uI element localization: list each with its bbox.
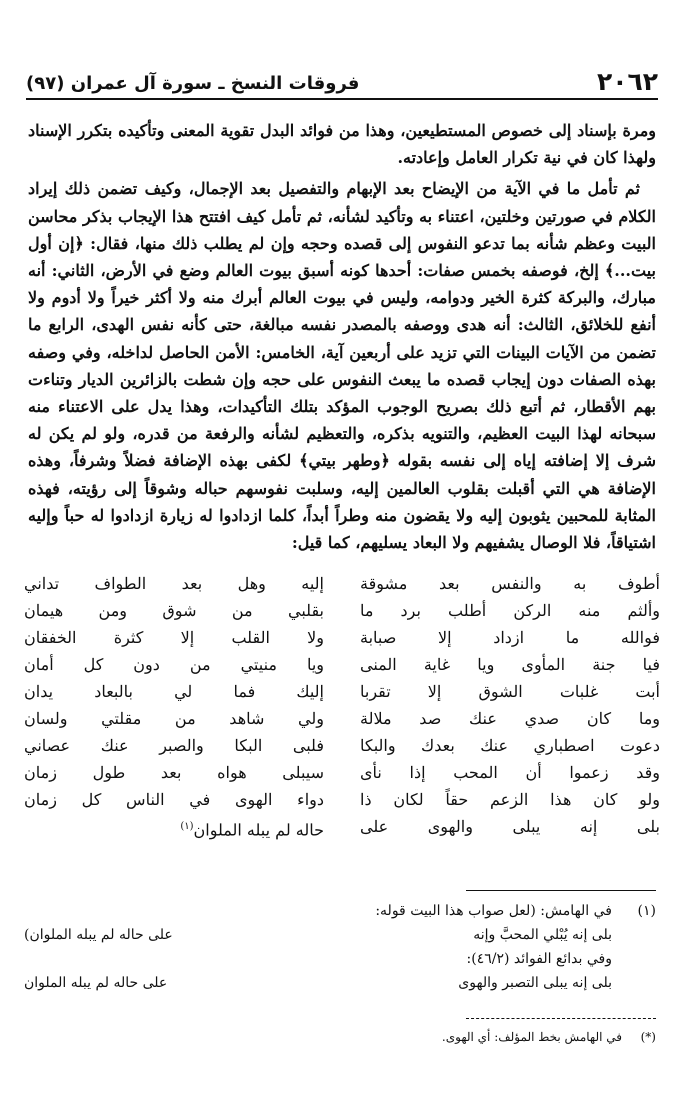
footnote-reference: (١) [180, 821, 194, 832]
poem [24, 570, 660, 860]
poem-verse-first: وقد زعموا أن المحب إذا نأى [360, 763, 660, 782]
poem-verse-first: بلى إنه يبلى والهوى على [360, 817, 660, 836]
text-line: ﴿إن أول بيت...﴾ إلخ، فوصفه بخمس صفات: أحدها كونه أسبق بيوت العالم وضع في [28, 233, 656, 281]
footnote-verse-first: بلى إنه يُبْلي المحبَّ وإنه [473, 927, 612, 943]
poem-verse-second: بقلبي من شوق ومن هيمان [24, 601, 324, 620]
text-line: حباله وشوقاً إلى رؤيته، فهذه المثابة للمحبين يثوبون إليه ولا يقضون منه وطراً أبداً، كلما ازدادوا [28, 478, 656, 525]
text-line: محاسن البيت وعظم شأنه بما تدعو النفوس إلى قصده وحجه وإن لم يطلب ذلك منها، فقال: [28, 206, 656, 253]
poem-verse-second [24, 813, 324, 840]
author-note-marker: (*) [640, 1030, 656, 1044]
footnote-line [375, 900, 656, 923]
poem-verse-second: إليك فما لي بالبعاد يدان [24, 682, 324, 701]
poem-verse-second: ولي شاهد من مقلتي ولسان [24, 709, 324, 728]
text-line: خيراً ولا أدوم ولا أنفع للخلائق، الثالث: أنه هدى ووصفه بالمصدر نفسه مبالغة، حتى كأنه [28, 288, 656, 335]
text-line: التأكيدات، وهذا يدل على الاعتناء منه سبحانه لهذا البيت العظيم، والتنويه بذكره، والتعظيم [28, 397, 657, 444]
footnote-marker: (١) [637, 903, 656, 919]
poem-verse-first: ولو كان هذا الزعم حقاً لكان ذا [360, 790, 660, 809]
text-line: الإسناد ولهذا كان في نية تكرار العامل وإعادته. [28, 121, 656, 168]
footnote-rule [466, 890, 656, 891]
author-note [442, 1028, 656, 1046]
poem-first-hemistichs [360, 570, 660, 840]
page-number: ٢٠٦٢ [596, 67, 658, 96]
text-line: ثم تأمل ما في الآية من الإيضاح بعد الإبهام والتفصيل بعد الإجمال، وكيف تضمن ذلك إيراد [28, 179, 641, 199]
text-line: بهذه الإضافة فضلاً وشرفاً، وهذه الإضافة هي التي أقبلت بقلوب العالمين إليه، وسلبت نفوسهم [28, 451, 657, 498]
poem-verse-first: فيا جنة المأوى ويا غاية المنى [360, 655, 660, 674]
poem-verse-second: إليه وهل بعد الطواف تداني [24, 574, 324, 593]
poem-verse-first: فوالله ما ازداد إلا صبابة [360, 628, 660, 647]
poem-verse-second: فلبى البكا والصبر عنك عصاني [24, 736, 324, 755]
text-line: لشأنه والرفعة من قدره، ولو لم يكن له شرف إلا إضافته إياه إلى نفسه بقوله ﴿وطهر بيتي﴾ لكفى [28, 424, 656, 471]
paragraph-1 [28, 117, 656, 171]
paragraph-2 [28, 175, 656, 556]
poem-verse-second: سيبلى هواه بعد طول زمان [24, 763, 324, 782]
footnote-verse-second: على حاله لم يبله الملوان) [24, 927, 173, 943]
poem-verse-first: أطوف به والنفس بعد مشوقة [360, 574, 660, 593]
footnote-verse-first: بلى إنه يبلى التصبر والهوى [458, 975, 612, 991]
header-rule [26, 98, 658, 100]
poem-verse-first: وما كان صدي عنك صد ملالة [360, 709, 660, 728]
page-header [26, 60, 658, 96]
author-note-rule [466, 1018, 656, 1019]
poem-second-hemistichs [24, 570, 324, 840]
text-line: ومرة بإسناد إلى خصوص المستطيعين، وهذا من فوائد البدل تقوية المعنى وتأكيده بتكرر [77, 121, 656, 140]
footnote-text: في الهامش: (لعل صواب هذا البيت قوله: [375, 903, 612, 919]
footnote-verse-second: على حاله لم يبله الملوان [24, 975, 168, 991]
text-line: الأرض، الثاني: أنه مبارك، والبركة كثرة الخير ودوامه، وليس في بيوت العالم أبرك منه ولا أكثر [28, 261, 656, 308]
text-line: شطت بالزائرين الديار وتناءت بهم الأقطار، ثم أتبع ذلك بصريح الوجوب المؤكد بتلك [28, 369, 657, 417]
poem-verse-second: ولا القلب إلا كثرة الخفقان [24, 628, 324, 647]
text-line: نفس الهدى، الرابع ما تضمن من الآيات البينات التي تزيد على أربعين آية، الخامس: الأمن [28, 315, 657, 362]
body-text [28, 117, 656, 556]
text-line: الكلام في صورتين وخلتين، اعتناء به وتأكيد لشأنه، ثم تأمل كيف افتتح هذا الإيجاب بذكر [83, 206, 656, 226]
poem-verse-first: أبت غلبات الشوق إلا تقربا [360, 682, 660, 701]
poem-verse-text: حاله لم يبله الملوان [193, 820, 324, 840]
poem-verse-first: وألثم منه الركن أطلب برد ما [360, 601, 660, 620]
running-title: فروقات النسخ ـ سورة آل عمران (٩٧) [26, 73, 360, 94]
author-note-text: في الهامش بخط المؤلف: أي الهوى. [441, 1030, 622, 1044]
poem-verse-second: ويا منيتي من دون كل أمان [24, 655, 324, 674]
footnote-line: وفي بدائع الفوائد (٤٦/٢): [466, 951, 612, 967]
poem-verse-second: دواء الهوى في الناس كل زمان [24, 790, 324, 809]
text-line: له زيارة ازدادوا له حباً وإليه اشتياقاً، فلا الوصال يشفيهم ولا البعاد يسليهم، كما قيل: [28, 505, 656, 553]
poem-verse-first: دعوت اصطباري عنك بعدك والبكا [360, 736, 660, 755]
text-line: الحاصل لداخله، وفي وصفه بهذه الصفات دون إيجاب قصده ما يبعث النفوس على حجه وإن [28, 342, 656, 389]
